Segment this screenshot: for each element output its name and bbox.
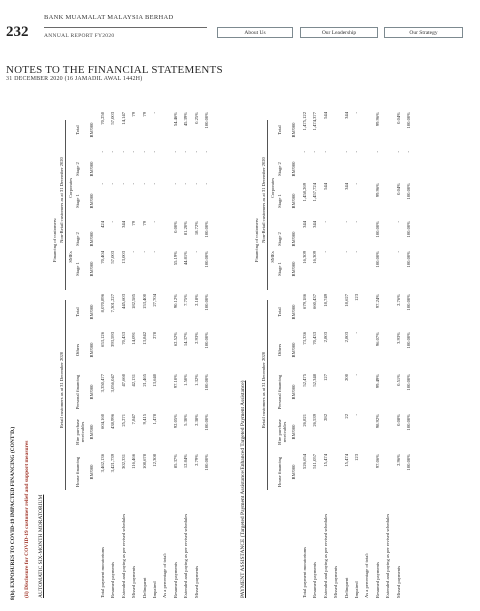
cell-value: - xyxy=(193,151,199,153)
section-heading: 8(b). EXPOSURES TO COVID-19 IMPACTED FINANCING (CONT'D.) xyxy=(10,426,16,600)
cell-value: 7,847 xyxy=(131,414,137,425)
cell-value: 100.00% xyxy=(406,454,411,471)
column-header: Total xyxy=(75,307,80,317)
column-header: Hire purchase receivables xyxy=(277,419,288,445)
cell-value: 3,462,136 xyxy=(100,454,105,473)
unit-label: RM'000 xyxy=(291,193,296,209)
cell-value: 22 xyxy=(343,414,349,419)
unit-label: RM'000 xyxy=(89,231,94,247)
cell-value: 116,466 xyxy=(131,454,137,469)
nonretail-rule xyxy=(65,120,66,290)
column-header: House financing xyxy=(277,456,282,488)
corporates-label: Corporates xyxy=(68,177,73,199)
cell-value: 100.00% xyxy=(204,374,209,391)
unit-label: RM'000 xyxy=(291,261,296,277)
column-header: Others xyxy=(75,343,80,357)
nav-our-strategy[interactable]: Our Strategy xyxy=(384,27,463,38)
column-header: Stage 1 xyxy=(277,262,282,276)
cell-value: - xyxy=(343,251,349,253)
row-label: Missed payments xyxy=(333,565,339,598)
column-header: Stage 1 xyxy=(75,262,80,276)
cell-value: - xyxy=(374,151,380,153)
cell-value: 62.52% xyxy=(172,332,178,347)
cell-value: 15,474 xyxy=(343,454,349,467)
cell-value: - xyxy=(141,251,147,253)
cell-value: 99.49% xyxy=(374,374,380,389)
cell-value: 3,421,739 xyxy=(110,454,116,473)
cell-value: - xyxy=(406,151,411,153)
cell-value: 52,475 xyxy=(302,374,307,387)
header-rule xyxy=(44,27,207,28)
cell-value: - xyxy=(141,183,147,185)
cell-value: - xyxy=(312,151,318,153)
cell-value: 100.00% xyxy=(204,221,209,238)
cell-value: - xyxy=(354,414,359,416)
row-label: Extended and paying as per revised schedules xyxy=(385,513,391,598)
row-label: Missed payments xyxy=(193,565,199,598)
cell-value: 16,309 xyxy=(312,251,318,264)
cell-value: 73,336 xyxy=(302,332,307,345)
cell-value: 26,539 xyxy=(312,414,318,427)
cell-value: - xyxy=(152,151,157,153)
cell-value: 1,475,122 xyxy=(302,112,307,131)
cell-value: 99.96% xyxy=(374,183,380,198)
group-nonretail-label: Non-Retail customers as at 31 December 2020 xyxy=(261,157,266,243)
cell-value: - xyxy=(193,183,199,185)
cell-value: 153,400 xyxy=(141,294,147,309)
cell-value: - xyxy=(100,151,105,153)
unit-label: RM'000 xyxy=(291,304,296,320)
nav-our-leadership[interactable]: Our Leadership xyxy=(300,27,378,38)
cell-value: 2.38% xyxy=(193,414,199,426)
cell-value: 16,309 xyxy=(302,251,307,264)
unit-label: RM'000 xyxy=(89,342,94,358)
cell-value: - xyxy=(395,251,401,253)
group-financing-label: Financing of customers: xyxy=(254,217,259,263)
cell-value: 70,433 xyxy=(312,332,318,345)
cell-value: - xyxy=(354,151,359,153)
cell-value: 100.00% xyxy=(374,251,380,268)
cell-value: 544 xyxy=(322,183,328,190)
cell-value: 9,415 xyxy=(141,414,147,425)
cell-value: 13,640 xyxy=(152,374,157,387)
smes-label: SMEs xyxy=(68,251,73,263)
cell-value: 3.93% xyxy=(395,332,401,344)
column-header: Stage 2 xyxy=(75,232,80,246)
unit-label: RM'000 xyxy=(291,384,296,400)
cell-value: 0.51% xyxy=(395,374,401,386)
cell-value: 0.00% xyxy=(172,221,178,233)
nav-about-us[interactable]: About Us xyxy=(217,27,293,38)
row-label: Resumed payments xyxy=(312,562,318,598)
cell-value: - xyxy=(110,151,116,153)
cell-value: 0.25% xyxy=(193,112,199,124)
cell-value: 79 xyxy=(131,221,137,226)
cell-value: 108,678 xyxy=(141,454,147,469)
cell-value: 13,842 xyxy=(141,332,147,345)
cell-value: 2,803 xyxy=(322,332,328,343)
cell-value: 100.00% xyxy=(204,251,209,268)
cell-value: - xyxy=(343,151,349,153)
unit-label: RM'000 xyxy=(291,161,296,177)
cell-value: - xyxy=(354,221,359,223)
cell-value: - xyxy=(141,151,147,153)
cell-value: 14,147 xyxy=(120,112,126,125)
nonretail-rule xyxy=(267,120,268,290)
group-retail-label: Retail customers as at 31 December 2020 xyxy=(59,351,64,429)
cell-value: - xyxy=(354,112,359,114)
row-label: Impaired xyxy=(354,581,359,598)
group-financing-label: Financing of customers: xyxy=(52,217,57,263)
cell-value: 79 xyxy=(141,221,147,226)
moratorium-heading: AUTOMATIC SIX-MONTH MORATORIUM xyxy=(38,494,44,598)
cell-value: 5.30% xyxy=(183,414,189,426)
cell-value: - xyxy=(131,183,137,185)
cell-value: 18.72% xyxy=(193,221,199,236)
cell-value: 100.00% xyxy=(204,414,209,431)
cell-value: 1,478 xyxy=(152,414,157,425)
cell-value: - xyxy=(172,183,178,185)
cell-value: 182,585 xyxy=(131,294,137,309)
cell-value: 54.46% xyxy=(172,112,178,127)
cell-value: 526,654 xyxy=(302,454,307,469)
cell-value: - xyxy=(322,151,328,153)
cell-value: 1.32% xyxy=(193,374,199,386)
cell-value: 100.00% xyxy=(374,221,380,238)
cell-value: 7,301,227 xyxy=(110,294,116,313)
group-retail-label: Retail customers as at 31 December 2020 xyxy=(261,351,266,429)
unit-label: RM'000 xyxy=(89,193,94,209)
report-name: ANNUAL REPORT FY2020 xyxy=(44,33,115,39)
section-subheading: (ii) Disclosure for COVID-19 customer relief and support measures xyxy=(24,440,30,598)
cell-value: 96.07% xyxy=(374,332,380,347)
cell-value: 47,660 xyxy=(120,374,126,387)
unit-label: RM'000 xyxy=(291,231,296,247)
cell-value: - xyxy=(204,183,209,185)
cell-value: 79 xyxy=(131,112,137,117)
cell-value: 57,003 xyxy=(110,251,116,264)
row-label: Total payment moratoriums xyxy=(302,547,307,598)
row-label: Resumed payments xyxy=(172,562,178,598)
cell-value: 604,160 xyxy=(100,414,105,429)
column-header: Total xyxy=(277,125,282,135)
cell-value: 81.20% xyxy=(183,221,189,236)
cell-value: 3,056,047 xyxy=(110,374,116,393)
cell-value: 52,348 xyxy=(312,374,318,387)
cell-value: 200 xyxy=(343,374,349,381)
cell-value: - xyxy=(354,251,359,253)
cell-value: - xyxy=(100,183,105,185)
cell-value: 85.37% xyxy=(172,454,178,469)
cell-value: 100.00% xyxy=(406,332,411,349)
cell-value: 44.81% xyxy=(183,251,189,266)
cell-value: - xyxy=(120,151,126,153)
row-label: Total payment moratoriums xyxy=(100,547,105,598)
cell-value: 344 xyxy=(343,183,349,190)
notes-title: NOTES TO THE FINANCIAL STATEMENTS xyxy=(6,64,223,76)
smes-label: SMEs xyxy=(270,251,275,263)
cell-value: 2.76% xyxy=(395,294,401,306)
cell-value: 0.04% xyxy=(395,112,401,124)
corporates-label: Corporates xyxy=(270,177,275,199)
cell-value: 438,996 xyxy=(110,414,116,429)
cell-value: 278 xyxy=(152,332,157,339)
cell-value: 18,627 xyxy=(343,294,349,307)
cell-value: - xyxy=(395,221,401,223)
cell-value: 26,821 xyxy=(302,414,307,427)
cell-value: 100.00% xyxy=(406,183,411,200)
cell-value: 79 xyxy=(141,112,147,117)
cell-value: - xyxy=(120,183,126,185)
unit-label: RM'000 xyxy=(89,122,94,138)
cell-value: 42,131 xyxy=(131,374,137,387)
cell-value: 99.96% xyxy=(374,112,380,127)
cell-value: 2.93% xyxy=(193,332,199,344)
column-header: Stage 2 xyxy=(75,162,80,176)
cell-value: 127 xyxy=(322,374,328,381)
cell-value: - xyxy=(322,251,328,253)
row-label: Impaired xyxy=(152,581,157,598)
unit-label: RM'000 xyxy=(89,464,94,480)
cell-value: 100.00% xyxy=(406,374,411,391)
row-label: Missed payments xyxy=(395,565,401,598)
cell-value: 100.00% xyxy=(406,112,411,129)
cell-value: 12,308 xyxy=(152,454,157,467)
cell-value: 123 xyxy=(354,454,359,461)
group-nonretail-label: Non-Retail customers as at 31 December 2020 xyxy=(59,157,64,243)
cell-value: - xyxy=(110,183,116,185)
cell-value: 55.19% xyxy=(172,251,178,266)
cell-value: - xyxy=(204,151,209,153)
cell-value: - xyxy=(354,374,359,376)
cell-value: 98.92% xyxy=(374,414,380,429)
cell-value: - xyxy=(131,151,137,153)
cell-value: 393,593 xyxy=(110,332,116,347)
cell-value: 344 xyxy=(120,221,126,228)
cell-value: - xyxy=(354,183,359,185)
row-label: Delinquent xyxy=(343,577,349,598)
notes-date: 31 DECEMBER 2020 (16 JAMADIL AWAL 1442H) xyxy=(6,76,143,82)
unit-label: RM'000 xyxy=(89,304,94,320)
cell-value: 100.00% xyxy=(406,294,411,311)
column-header: House financing xyxy=(75,456,80,488)
row-label: Resumed payments xyxy=(374,562,380,598)
row-label: Extended and paying as per revised schedules xyxy=(183,513,189,598)
cell-value: - xyxy=(183,151,189,153)
bank-name: BANK MUAMALAT MALAYSIA BERHAD xyxy=(44,14,174,21)
cell-value: 660,437 xyxy=(312,294,318,309)
cell-value: 282 xyxy=(322,414,328,421)
cell-value: 679,186 xyxy=(302,294,307,309)
cell-value: 1,474,377 xyxy=(312,112,318,131)
cell-value: 445,603 xyxy=(120,294,126,309)
column-header: Others xyxy=(277,343,282,357)
cell-value: 13,003 xyxy=(120,251,126,264)
cell-value: 1,457,724 xyxy=(312,183,318,202)
payment-assistance-heading: PAYMENT ASSISTANCE (Targeted Payment Assistance/Enhanced Targeted Payment Assistance) xyxy=(240,380,246,598)
cell-value: 123 xyxy=(354,294,359,301)
retail-rule xyxy=(267,300,268,490)
cell-value: 1.50% xyxy=(183,374,189,386)
cell-value: 100.00% xyxy=(204,112,209,129)
cell-value: - xyxy=(152,221,157,223)
cell-value: 100.00% xyxy=(204,294,209,311)
cell-value: 27,704 xyxy=(152,294,157,307)
cell-value: 344 xyxy=(343,112,349,119)
cell-value: - xyxy=(395,151,401,153)
page-number: 232 xyxy=(6,24,29,40)
cell-value: 424 xyxy=(100,221,105,228)
cell-value: 70,404 xyxy=(100,251,105,264)
cell-value: 15,474 xyxy=(322,454,328,467)
cell-value: 70,433 xyxy=(120,332,126,345)
cell-value: - xyxy=(152,112,157,114)
column-header: Personal financing xyxy=(75,374,80,410)
row-label: As a percentage of total: xyxy=(162,553,168,598)
row-label: Extended and paying as per revised schedules xyxy=(120,513,126,598)
cell-value: 14.37% xyxy=(183,332,189,347)
unit-label: RM'000 xyxy=(89,424,94,440)
column-header: Stage 2 xyxy=(277,232,282,246)
cell-value: - xyxy=(172,151,178,153)
cell-value: 2.96% xyxy=(395,454,401,466)
column-header: Personal financing xyxy=(277,374,282,410)
cell-value: 653,126 xyxy=(100,332,105,347)
unit-label: RM'000 xyxy=(291,122,296,138)
column-header: Total xyxy=(277,307,282,317)
cell-value: 97.10% xyxy=(172,374,178,389)
column-header: Total xyxy=(75,125,80,135)
cell-value: 344 xyxy=(312,221,318,228)
unit-label: RM'000 xyxy=(89,161,94,177)
column-header: Stage 1 xyxy=(277,194,282,208)
cell-value: - xyxy=(152,251,157,253)
cell-value: 0.08% xyxy=(395,414,401,426)
retail-rule xyxy=(65,300,66,490)
cell-value: 3,350,477 xyxy=(100,374,105,393)
row-label: Resumed payments xyxy=(110,562,116,598)
cell-value: 2.79% xyxy=(193,454,199,466)
row-label: Extended and paying as per revised schedules xyxy=(322,513,328,598)
unit-label: RM'000 xyxy=(89,261,94,277)
unit-label: RM'000 xyxy=(291,464,296,480)
cell-value: - xyxy=(152,183,157,185)
cell-value: 21,465 xyxy=(141,374,147,387)
cell-value: 544 xyxy=(322,112,328,119)
unit-label: RM'000 xyxy=(291,424,296,440)
column-header: Stage 1 xyxy=(75,194,80,208)
cell-value: 97.06% xyxy=(374,454,380,469)
column-header: Stage 2 xyxy=(277,162,282,176)
cell-value: - xyxy=(193,251,199,253)
cell-value: 97.24% xyxy=(374,294,380,309)
rotated-content xyxy=(8,95,464,600)
unit-label: RM'000 xyxy=(291,342,296,358)
cell-value: - xyxy=(322,221,328,223)
row-label: Missed payments xyxy=(131,565,137,598)
column-header: Hire purchase receivables xyxy=(75,419,86,445)
cell-value: - xyxy=(183,183,189,185)
cell-value: 100.00% xyxy=(406,251,411,268)
cell-value: 45.39% xyxy=(183,112,189,127)
row-label: Delinquent xyxy=(141,577,147,598)
cell-value: 8,070,896 xyxy=(100,294,105,313)
cell-value: - xyxy=(131,251,137,253)
cell-value: 344 xyxy=(302,221,307,228)
cell-value: - xyxy=(302,151,307,153)
cell-value: 14,091 xyxy=(131,332,137,345)
cell-value: 100.00% xyxy=(406,221,411,238)
cell-value: 100.00% xyxy=(204,332,209,349)
cell-value: 2,803 xyxy=(343,332,349,343)
cell-value: 0.04% xyxy=(395,183,401,195)
cell-value: 7.75% xyxy=(183,294,189,306)
cell-value: 1,458,269 xyxy=(302,183,307,202)
cell-value: 511,057 xyxy=(312,454,318,469)
row-label: As a percentage of total: xyxy=(364,553,370,598)
cell-value: 25,271 xyxy=(120,414,126,427)
cell-value: 70,250 xyxy=(100,112,105,125)
cell-value: - xyxy=(110,221,116,223)
cell-value: - xyxy=(343,221,349,223)
cell-value: 12.84% xyxy=(183,454,189,469)
cell-value: 92.05% xyxy=(172,414,178,429)
cell-value: 2.18% xyxy=(193,294,199,306)
cell-value: 100.00% xyxy=(204,454,209,471)
cell-value: - xyxy=(354,332,359,334)
cell-value: 57,003 xyxy=(110,112,116,125)
cell-value: 100.00% xyxy=(406,414,411,431)
cell-value: 302,331 xyxy=(120,454,126,469)
cell-value: 18,749 xyxy=(322,294,328,307)
cell-value: 90.12% xyxy=(172,294,178,309)
unit-label: RM'000 xyxy=(89,384,94,400)
